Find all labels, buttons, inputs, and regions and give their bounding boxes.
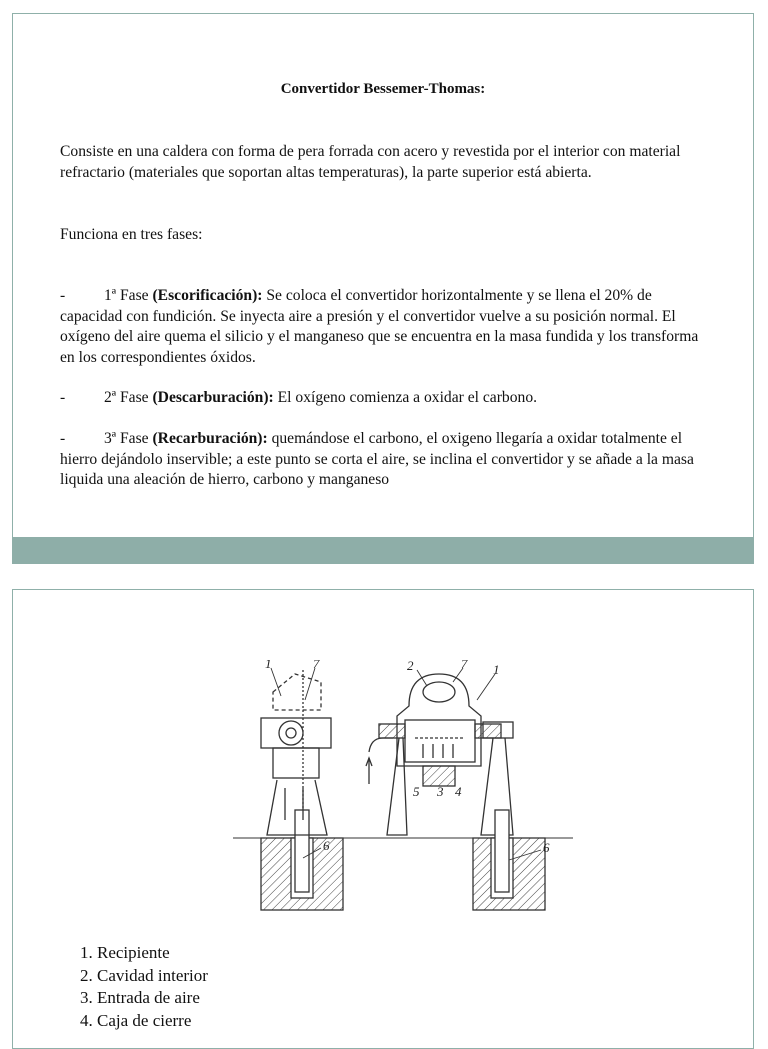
intro-paragraph: Consiste en una caldera con forma de pera forrada con acero y revestida por el interior con material refractario (materiales que soportan altas temperaturas), la parte superior está abierta. — [60, 143, 681, 181]
figure-label: 6 — [543, 840, 550, 855]
figure-label: 6 — [323, 838, 330, 853]
page-title: Convertidor Bessemer-Thomas: — [280, 81, 486, 97]
bullet-dash: - — [60, 287, 66, 304]
phase-2-paragraph — [60, 388, 700, 409]
phase-3-name: (Recarburación): — [152, 430, 268, 447]
list-item: 4. Caja de cierre — [97, 1010, 208, 1033]
phase-2-text: El oxígeno comienza a oxidar el carbono. — [273, 389, 538, 406]
phase-1-paragraph — [60, 286, 700, 368]
figure-label: 1 — [265, 660, 272, 671]
figure-label: 4 — [455, 784, 462, 799]
figure-label: 3 — [437, 784, 444, 799]
phase-3-paragraph — [60, 429, 700, 491]
converter-diagram — [233, 660, 573, 912]
phase-1-number: 1ª Fase — [104, 287, 153, 304]
phases-intro: Funciona en tres fases: — [60, 226, 203, 243]
page-separator-band — [12, 537, 754, 564]
figure-label: 7 — [461, 660, 468, 671]
figure-label: 7 — [313, 660, 320, 671]
document-page-2 — [12, 589, 754, 1049]
list-item: 1. Recipiente — [97, 942, 208, 965]
figure-label: 2 — [407, 660, 414, 673]
phase-2-name: (Descarburación): — [152, 389, 274, 406]
phase-2-number: 2ª Fase — [104, 389, 153, 406]
list-item: 2. Cavidad interior — [97, 965, 208, 988]
phase-1-name: (Escorificación): — [152, 287, 263, 304]
bullet-dash: - — [60, 389, 66, 406]
figure-label: 1 — [493, 662, 500, 677]
phase-3-text: quemándose el carbono, el oxigeno llegaría a oxidar totalmente el hierro dejándolo inservible; a este punto se corta el aire, se inclina el convertidor y se añade a la masa liquida una aleación de hierro, carbono y manganeso — [60, 430, 694, 488]
phase-1-text: Se coloca el convertidor horizontalmente y se llena el 20% de capacidad con fundición. Se inyecta aire a presión y el convertidor vuelve a su posición normal. El oxígeno del aire quema el silicio y el manganeso que se encuentra en la masa fundida y los transforma en los correspondientes óxidos. — [60, 287, 699, 366]
document-page-1 — [12, 13, 754, 537]
figure-label: 5 — [413, 784, 420, 799]
list-item: 3. Entrada de aire — [97, 987, 208, 1010]
bullet-dash: - — [60, 430, 66, 447]
legend-list — [75, 942, 208, 1032]
phase-3-number: 3ª Fase — [104, 430, 153, 447]
